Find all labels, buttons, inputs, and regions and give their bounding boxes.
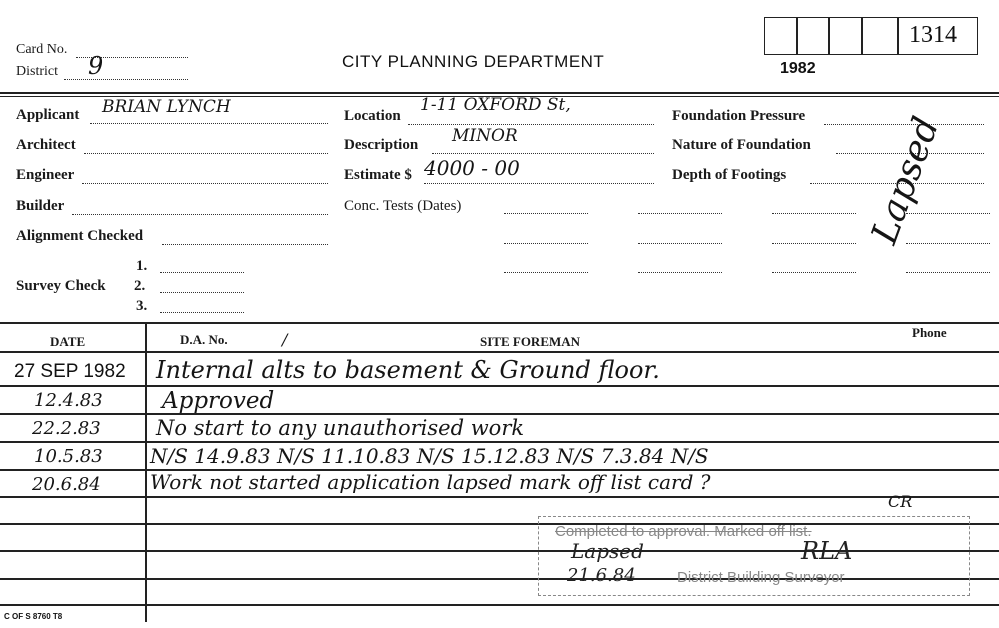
location-value: 1-11 OXFORD St, [420,95,571,115]
engineer-label: Engineer [16,167,75,183]
applicant-label: Applicant [16,107,80,123]
da-header: D.A. No. [180,332,228,347]
applicant-line [90,123,328,124]
year: 1982 [780,60,816,77]
log-rule [0,385,999,387]
survey-num-2: 2. [134,278,146,294]
district-label: District [16,64,58,79]
conc-line [772,243,856,244]
nature-foundation-label: Nature of Foundation [672,137,811,153]
estimate-line [424,183,654,184]
alignment-line [162,244,328,245]
conc-line [638,243,722,244]
conc-line [504,243,588,244]
survey-num-1: 1. [136,258,148,274]
location-label: Location [344,108,401,124]
foundation-pressure-label: Foundation Pressure [672,108,806,124]
completion-stamp [538,516,970,596]
survey-num-3: 3. [136,298,148,314]
log-rule [0,441,999,443]
estimate-value: 4000 - 00 [424,156,520,180]
date-header: DATE [50,334,86,349]
log-rule [0,496,999,498]
depth-footings-label: Depth of Footings [672,167,787,183]
location-line [408,124,654,125]
log-row-date: 12.4.83 [34,390,103,411]
survey-line-2 [160,292,244,293]
survey-label: Survey Check [16,278,106,294]
log-row-date: 10.5.83 [34,446,103,467]
initials: CR [888,492,913,511]
stamp-date: 21.6.84 [567,565,636,586]
conc-line [906,213,990,214]
card-number-box [764,17,978,55]
log-row-text: Approved [162,388,275,414]
conc-tests-label: Conc. Tests (Dates) [344,198,462,214]
stamp-line-1: Completed to approval. Marked off list. [555,523,812,540]
stamp-handwritten: Lapsed [571,539,644,563]
header-rule [0,92,999,94]
builder-label: Builder [16,198,65,214]
engineer-line [82,183,328,184]
card-no-label: Card No. [16,42,68,57]
survey-line-1 [160,272,244,273]
architect-label: Architect [16,137,76,153]
conc-line [772,272,856,273]
conc-line [504,272,588,273]
side-signature: Lapsed [863,111,948,250]
district-value: 9 [88,52,104,80]
description-line [432,153,654,154]
log-top-rule [0,322,999,324]
log-row-text: N/S 14.9.83 N/S 11.10.83 N/S 15.12.83 N/S 7.3.84 N/S [150,444,709,468]
log-row-date: 20.6.84 [32,474,101,495]
site-foreman-header: SITE FOREMAN [480,334,581,349]
log-row-date: 22.2.83 [32,418,101,439]
conc-line [638,213,722,214]
conc-line [504,213,588,214]
conc-line [906,272,990,273]
alignment-label: Alignment Checked [16,228,144,244]
builder-line [72,214,328,215]
department-title: CITY PLANNING DEPARTMENT [342,52,605,71]
stamp-signature: RLA [801,537,853,565]
survey-line-3 [160,312,244,313]
da-slash: / [282,330,288,349]
description-label: Description [344,137,419,153]
card-number: 1314 [909,22,957,48]
log-row-text: Internal alts to basement & Ground floor. [156,356,660,384]
conc-line [638,272,722,273]
log-header-rule [0,351,999,353]
phone-header: Phone [912,325,947,340]
log-row-date: 27 SEP 1982 [14,361,126,382]
architect-line [84,153,328,154]
log-row-text: No start to any unauthorised work [156,416,525,440]
form-code: C OF S 8760 T8 [4,612,63,621]
district-line [64,79,188,80]
conc-line [772,213,856,214]
estimate-label: Estimate $ [344,167,412,183]
log-row-text: Work not started application lapsed mark off list card ? [150,470,711,494]
description-value: MINOR [452,126,518,146]
log-rule [0,413,999,415]
log-rule [0,604,999,606]
applicant-value: BRIAN LYNCH [102,97,231,117]
conc-line [906,243,990,244]
stamp-line-2: District Building Surveyor [677,569,845,586]
